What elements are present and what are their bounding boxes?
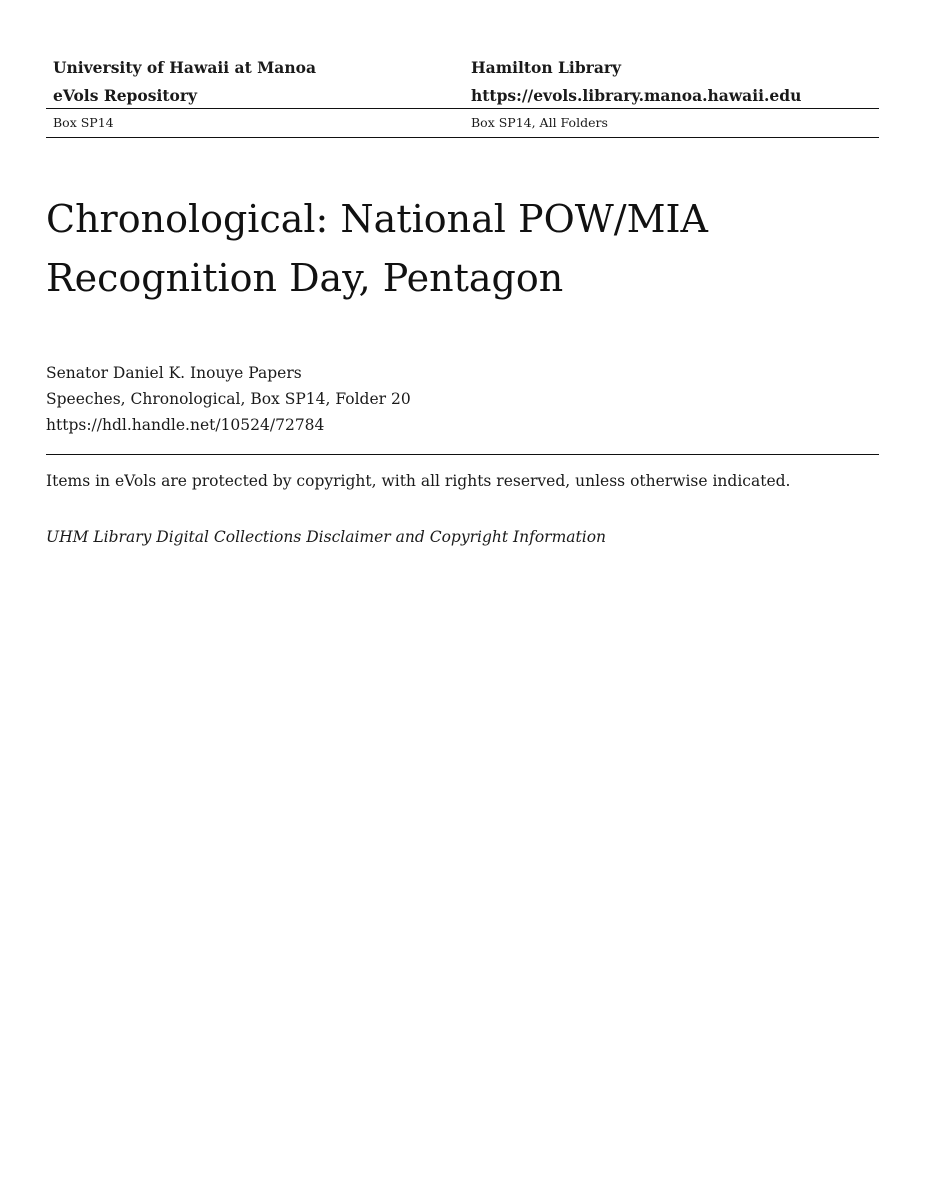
header-row-3 [46,109,879,137]
header-row-2 [46,83,879,108]
box-label-left: Box SP14 [53,115,114,130]
box-label-right: Box SP14, All Folders [471,115,608,130]
title-line-1: Chronological: National POW/MIA [46,197,708,241]
institution-name: University of Hawaii at Manoa [53,58,316,77]
copyright-notice: Items in eVols are protected by copyright, with all rights reserved, unless otherwise indicated. [46,472,791,490]
repository-name: eVols Repository [53,86,198,105]
library-name: Hamilton Library [471,58,622,77]
handle-link[interactable]: https://hdl.handle.net/10524/72784 [46,416,325,434]
header-rule-bottom [46,137,879,138]
title-line-2: Recognition Day, Pentagon [46,256,564,300]
section-divider [46,454,879,455]
header-row-1 [46,52,879,83]
disclaimer-link[interactable]: UHM Library Digital Collections Disclaimer and Copyright Information [46,528,607,546]
header-table [46,52,879,138]
repository-url-link[interactable]: https://evols.library.manoa.hawaii.edu [471,86,802,105]
collection-name: Senator Daniel K. Inouye Papers [46,364,302,382]
folder-location: Speeches, Chronological, Box SP14, Folder 20 [46,390,411,408]
document-title [46,190,879,308]
document-metadata [46,360,879,438]
